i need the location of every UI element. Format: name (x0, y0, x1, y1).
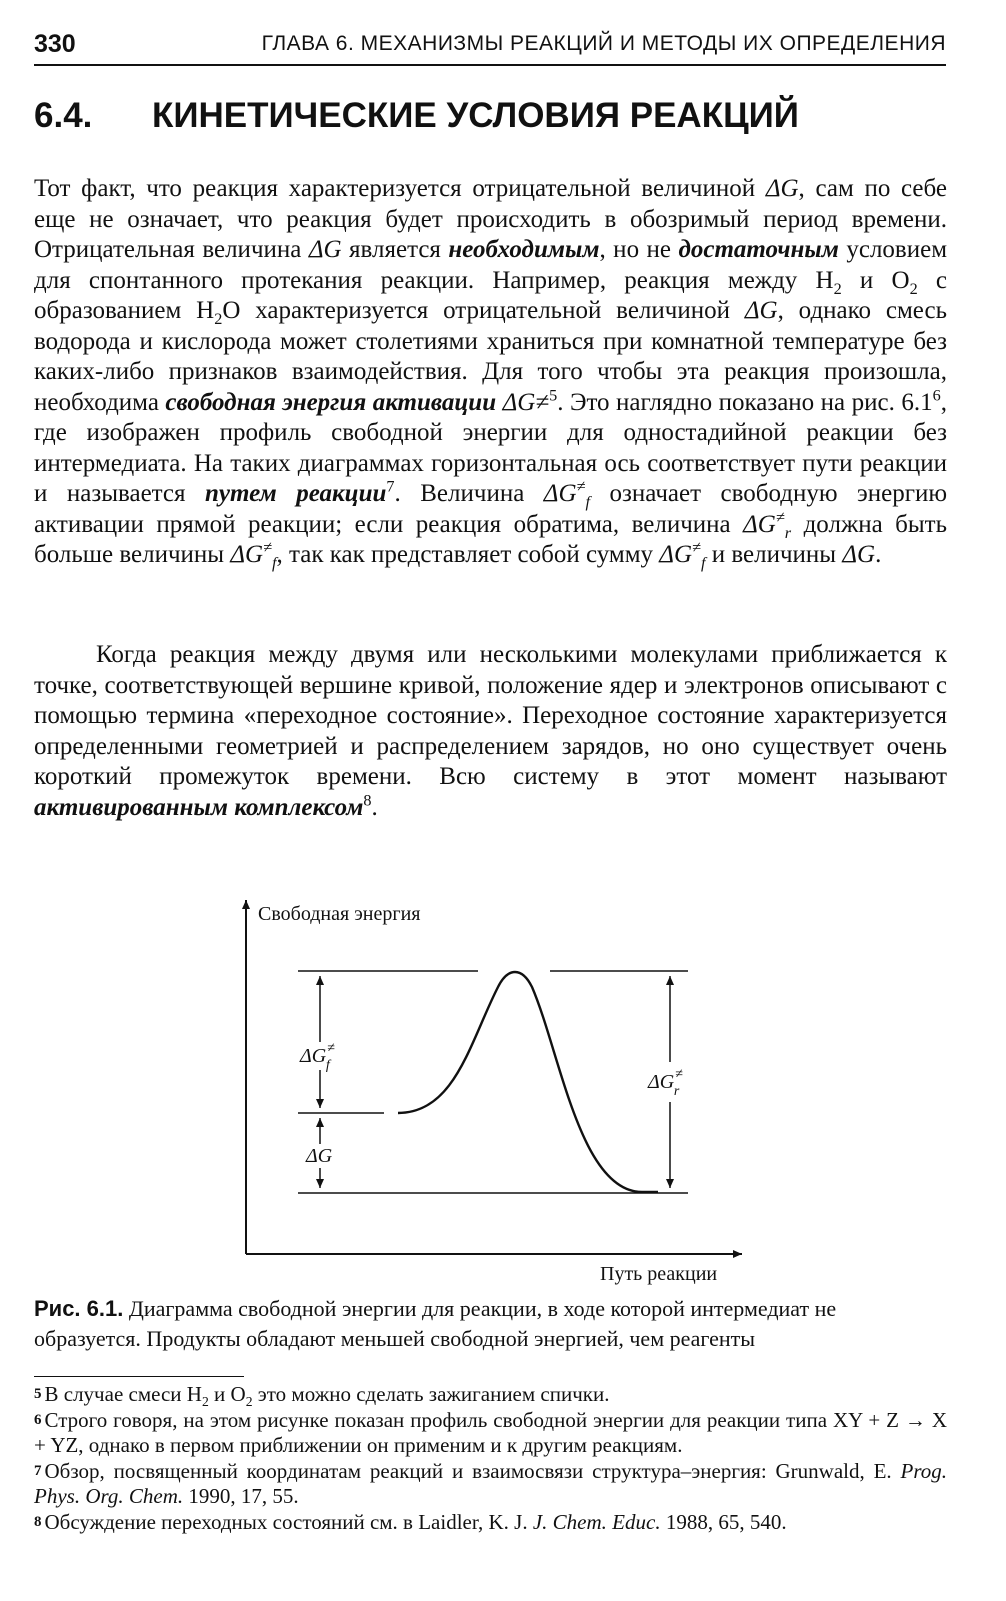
text-run: , где изображен профиль свободной энергии для одностадийной реакции без интермедиата. На таких диаграммах горизонтальная ось соответствует пути реакции и называется (34, 388, 947, 507)
section-number: 6.4. (34, 96, 93, 135)
subscript: 2 (214, 310, 223, 328)
y-axis-label: Свободная энергия (258, 903, 421, 925)
text-run: Тот факт, что реакция характеризуется отрицательной величиной (34, 175, 756, 202)
math-delta-g-forward: $\Delta G^\ne_f$ (659, 538, 706, 572)
math-delta-g: ΔG (308, 236, 342, 263)
emphasis-term: свободная энергия активации (165, 388, 497, 416)
footnote-7: 7 Обзор, посвященный координатам реакций и взаимосвязи структура–энергия: Grunwald, E. Prog. Phys. Org. Chem. 1990, 17, 55. (34, 1458, 947, 1508)
footnote-mark: 8 (34, 1513, 42, 1530)
footnote-8: 8 Обсуждение переходных состояний см. в Laidler, K. J. J. Chem. Educ. 1988, 65, 540. (34, 1509, 787, 1534)
body-paragraph-2 (34, 640, 947, 823)
math-delta-g: ΔG (842, 541, 876, 568)
text-run: . Это наглядно показано на рис. 6.1 (557, 388, 933, 416)
text-run: является (349, 236, 441, 263)
body-paragraph-1 (34, 174, 947, 571)
footnote-ref-8: 8 (363, 791, 372, 810)
text-run: и величины (711, 541, 837, 568)
emphasis-term: активированным комплексом (34, 793, 364, 821)
footnote-mark: 7 (34, 1462, 42, 1479)
text-run: O характеризуется отрицательной величиной (222, 297, 730, 324)
footnotes (34, 1382, 947, 1535)
text-run: . Величина (394, 480, 525, 507)
figure-caption (34, 1294, 947, 1354)
footnote-mark: 6 (34, 1411, 42, 1428)
subscript: 2 (909, 279, 918, 298)
delta-gr-label: ΔG≠ r (648, 1067, 683, 1099)
caption-text: Диаграмма свободной энергии для реакции, в ходе которой интермедиат не образуется. Продукты обладают меньшей свободной энергией, чем реагенты (34, 1296, 837, 1351)
x-axis-label: Путь реакции (600, 1263, 718, 1285)
text-run: Когда реакция между двумя или несколькими молекулами приближается к точке, соответствующей вершине кривой, положение ядер и электронов описывают с помощью термина «переходное состояние». Переходное состояние характеризуется определенными геометрией и распределением зарядов, но оно существует очень короткий промежуток времени. Всю систему в этот момент называют (34, 641, 947, 790)
chapter-title: ГЛАВА 6. МЕХАНИЗМЫ РЕАКЦИЙ И МЕТОДЫ ИХ ОПРЕДЕЛЕНИЯ (261, 32, 946, 55)
footnote-ref-6: 6 (932, 386, 941, 405)
math-delta-g-forward: $\Delta G^\ne_f$ (543, 477, 590, 511)
text-run: с образованием H (34, 266, 948, 324)
footnote-6: 6 Строго говоря, на этом рисунке показан профиль свободной энергии для реакции типа XY + Z → X + YZ, однако в первом приближении он применим и к другим реакциям. (34, 1407, 947, 1457)
math-delta-g: ΔG (765, 175, 799, 202)
text-run: должна быть больше величины (34, 510, 948, 568)
free-energy-diagram (230, 892, 750, 1292)
section-heading (34, 96, 799, 136)
text-run: . (875, 541, 882, 568)
page-number: 330 (34, 30, 76, 58)
footnote-mark: 5 (34, 1386, 42, 1402)
footnote-ref-5: 5 (549, 386, 558, 405)
footnote-5: 5 В случае смеси $H_2$ и $O_2$ это можно сделать зажиганием спички. (34, 1382, 610, 1410)
text-run: и O (859, 266, 910, 294)
math-delta-g-activation: ΔG≠ (502, 388, 550, 416)
energy-profile-curve (398, 972, 658, 1192)
text-run: , однако смесь водорода и кислорода может столетиями храниться при комнатной температуре без каких-либо признаков взаимодействия. Для того чтобы эта реакция произошла, необходима (34, 297, 947, 416)
text-run: условием для спонтанного протекания реакции. Например, реакция между H (34, 236, 948, 294)
text-run: , сам по себе еще не означает, что реакция будет происходить в обозримый период времени. Отрицательная величина (34, 175, 948, 263)
running-head (34, 30, 946, 66)
emphasis-term: необходимым (448, 236, 600, 263)
diagram-svg (230, 892, 750, 1292)
text-run: , но не (599, 236, 672, 263)
math-delta-g: ΔG (744, 297, 778, 324)
math-delta-g-forward: $\Delta G^\ne_f$ (230, 538, 277, 572)
delta-g-label: ΔG (306, 1145, 333, 1167)
text-run: , так как представляет собой сумму (276, 541, 654, 568)
text-run: . (371, 793, 378, 821)
footnote-ref-7: 7 (386, 477, 395, 496)
subscript: 2 (833, 279, 842, 298)
emphasis-term: достаточным (678, 236, 839, 263)
delta-gf-label: ΔG≠ f (300, 1041, 335, 1073)
text-run: означает свободную энергию активации прямой реакции; если реакция обратима, величина (34, 480, 948, 538)
footnote-divider (34, 1376, 244, 1377)
caption-label: Рис. 6.1. (34, 1296, 124, 1321)
emphasis-term: путем реакции (205, 480, 387, 507)
math-delta-g-reverse: $\Delta G^\ne_r$ (743, 508, 792, 542)
section-title: КИНЕТИЧЕСКИЕ УСЛОВИЯ РЕАКЦИЙ (152, 96, 799, 135)
